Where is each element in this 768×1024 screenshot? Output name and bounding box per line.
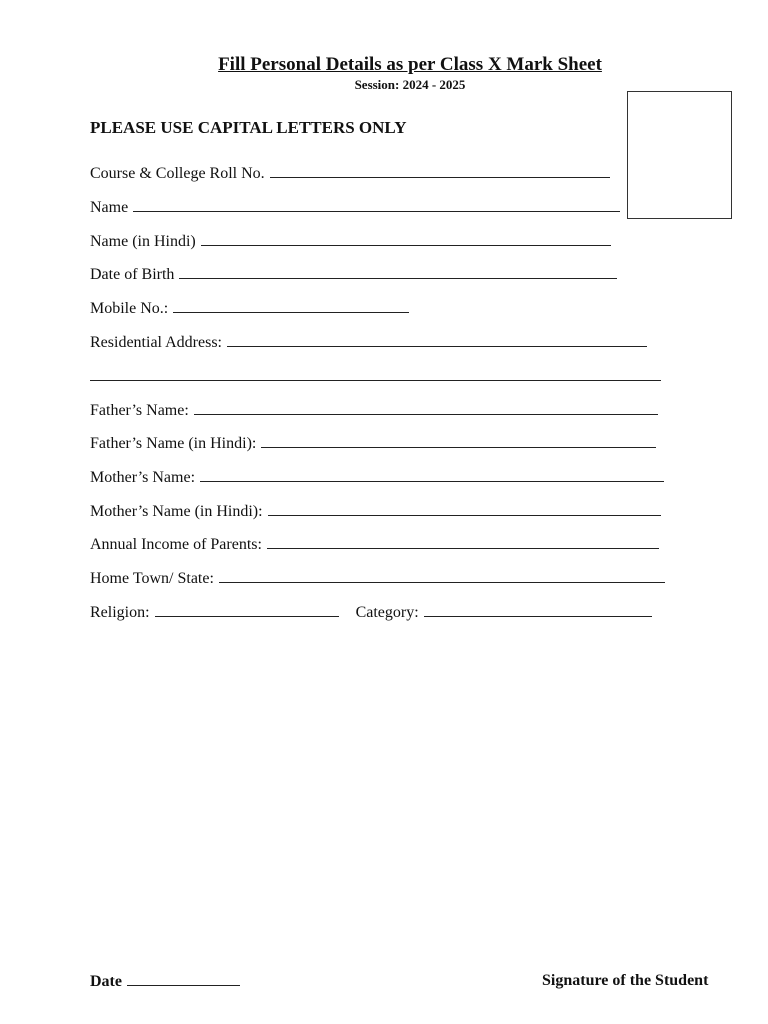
- mother-name-field[interactable]: [200, 467, 664, 482]
- course-roll-label: Course & College Roll No.: [90, 165, 265, 182]
- home-town-label: Home Town/ State:: [90, 570, 214, 587]
- mobile-row: [90, 298, 409, 318]
- name-hindi-row: [90, 231, 611, 251]
- form-title: Fill Personal Details as per Class X Mark Sheet: [218, 54, 602, 75]
- father-name-label: Father’s Name:: [90, 402, 189, 419]
- annual-income-label: Annual Income of Parents:: [90, 536, 262, 553]
- mother-name-label: Mother’s Name:: [90, 469, 196, 486]
- mother-name-hindi-label: Mother’s Name (in Hindi):: [90, 503, 263, 520]
- category-field[interactable]: [424, 602, 652, 617]
- name-hindi-label: Name (in Hindi): [90, 233, 196, 250]
- religion-label: Religion:: [90, 604, 150, 621]
- religion-field[interactable]: [155, 602, 339, 617]
- mother-name-row: [90, 467, 664, 487]
- date-label: Date: [90, 973, 122, 990]
- session-label: Session: 2024 - 2025: [354, 77, 466, 92]
- mobile-field[interactable]: [173, 298, 409, 313]
- mobile-label: Mobile No.:: [90, 300, 169, 317]
- annual-income-field[interactable]: [267, 534, 659, 549]
- course-roll-row: [90, 163, 610, 183]
- mother-name-hindi-row: [90, 501, 661, 521]
- home-town-row: [90, 568, 665, 588]
- father-name-row: [90, 400, 658, 420]
- photo-box[interactable]: [627, 91, 732, 219]
- dob-label: Date of Birth: [90, 266, 175, 283]
- father-name-hindi-label: Father’s Name (in Hindi):: [90, 435, 257, 452]
- date-row: [90, 972, 240, 991]
- address-row: [90, 332, 647, 352]
- name-label: Name: [90, 199, 129, 216]
- religion-category-row: [90, 602, 652, 622]
- course-roll-field[interactable]: [270, 163, 610, 178]
- name-hindi-field[interactable]: [201, 231, 611, 246]
- home-town-field[interactable]: [219, 568, 665, 583]
- father-name-hindi-field[interactable]: [261, 433, 656, 448]
- address-continued-row: [90, 366, 661, 381]
- father-name-hindi-row: [90, 433, 656, 453]
- instruction-text: PLEASE USE CAPITAL LETTERS ONLY: [90, 118, 407, 137]
- mother-name-hindi-field[interactable]: [268, 501, 661, 516]
- address-label: Residential Address:: [90, 334, 222, 351]
- name-row: [90, 197, 620, 217]
- name-field[interactable]: [133, 197, 620, 212]
- address-field[interactable]: [227, 332, 647, 347]
- category-label: Category:: [355, 604, 419, 621]
- signature-label: Signature of the Student: [542, 972, 709, 989]
- dob-row: [90, 264, 617, 284]
- annual-income-row: [90, 534, 659, 554]
- father-name-field[interactable]: [194, 400, 658, 415]
- address-continued-field[interactable]: [90, 366, 661, 381]
- dob-field[interactable]: [179, 264, 617, 279]
- date-field[interactable]: [127, 972, 240, 986]
